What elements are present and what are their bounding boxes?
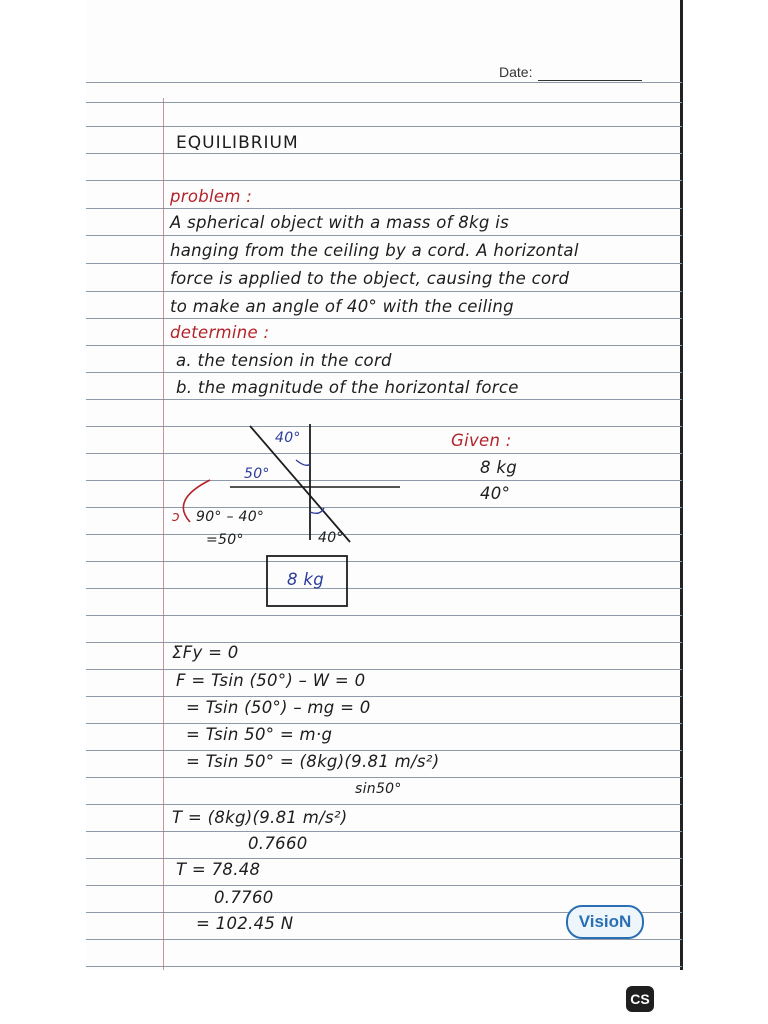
ruled-line: [86, 885, 682, 886]
solution-line: = Tsin (50°) – mg = 0: [186, 698, 371, 717]
angle-left-label: 50°: [244, 466, 270, 482]
date-line: [538, 80, 642, 81]
solution-line: F = Tsin (50°) – W = 0: [176, 671, 366, 690]
problem-line: A spherical object with a mass of 8kg is: [170, 213, 510, 232]
solution-denominator: 0.7760: [214, 888, 274, 907]
determine-item: a. the tension in the cord: [176, 351, 392, 370]
ruled-line: [86, 939, 682, 940]
solution-line: T = (8kg)(9.81 m/s²): [172, 808, 348, 827]
vision-logo: VisioN: [566, 905, 644, 939]
camscanner-badge: CS: [626, 986, 654, 1012]
determine-item: b. the magnitude of the horizontal force: [176, 378, 519, 397]
ruled-line: [86, 318, 682, 319]
problem-line: hanging from the ceiling by a cord. A horizontal: [170, 241, 579, 260]
mass-label: 8 kg: [287, 570, 324, 589]
ruled-line: [86, 126, 682, 127]
ruled-line: [86, 263, 682, 264]
final-answer: = 102.45 N: [196, 914, 294, 933]
ruled-line: [86, 804, 682, 805]
problem-line: force is applied to the object, causing the cord: [170, 269, 570, 288]
ruled-line: [86, 82, 682, 83]
determine-label: determine :: [170, 323, 270, 342]
problem-line: to make an angle of 40° with the ceiling: [170, 297, 514, 316]
ruled-line: [86, 235, 682, 236]
problem-label: problem :: [170, 187, 253, 206]
date-label: Date:: [499, 64, 533, 80]
solution-line: T = 78.48: [176, 860, 261, 879]
ruled-line: [86, 399, 682, 400]
solution-denominator: 0.7660: [248, 834, 308, 853]
ruled-line: [86, 696, 682, 697]
solution-denominator: sin50°: [355, 781, 402, 797]
solution-line: = Tsin 50° = (8kg)(9.81 m/s²): [186, 752, 440, 771]
solution-line: = Tsin 50° = m·g: [186, 725, 333, 744]
ruled-line: [86, 153, 682, 154]
ruled-line: [86, 831, 682, 832]
angle-arc: [296, 460, 310, 465]
given-value: 40°: [480, 484, 511, 503]
ruled-line: [86, 291, 682, 292]
ruled-line: [86, 858, 682, 859]
given-value: 8 kg: [480, 458, 517, 477]
ruled-line: [86, 102, 682, 103]
solution-line: ΣFy = 0: [172, 643, 239, 662]
ruled-line: [86, 372, 682, 373]
ruled-line: [86, 966, 682, 967]
arrow-mark: ↄ: [172, 509, 180, 525]
angle-calc: 90° – 40°: [196, 509, 265, 525]
ruled-line: [86, 180, 682, 181]
angle-top-label: 40°: [275, 430, 301, 446]
given-label: Given :: [451, 431, 512, 450]
ruled-line: [86, 208, 682, 209]
ruled-line: [86, 777, 682, 778]
ruled-line: [86, 723, 682, 724]
angle-bottom-label: 40°: [318, 530, 344, 546]
ruled-line: [86, 669, 682, 670]
ruled-line: [86, 750, 682, 751]
page-edge: [680, 0, 683, 970]
page-title: EQUILIBRIUM: [176, 133, 299, 153]
angle-calc-result: =50°: [206, 532, 244, 548]
ruled-line: [86, 345, 682, 346]
